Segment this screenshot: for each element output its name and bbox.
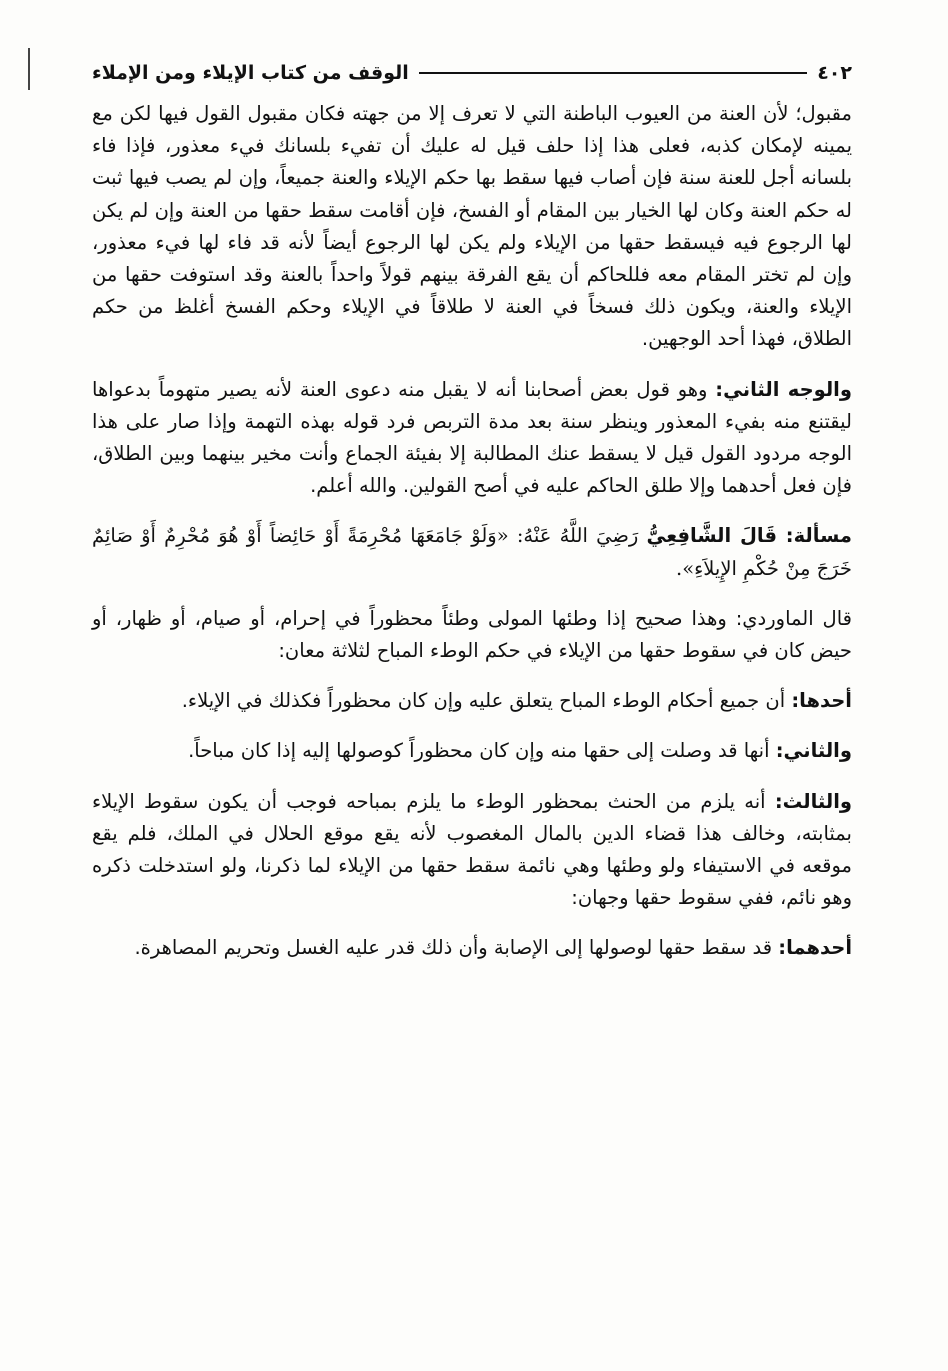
header-rule [419,72,807,74]
paragraph-text: أنها قد وصلت إلى حقها منه وإن كان محظوراً كوصولها إليه إذا كان مباحاً. [188,739,770,763]
page-number: ٤٠٢ [817,62,852,84]
paragraph-lead: أحدها: [791,689,852,713]
paragraph-first-view [92,932,852,964]
paragraph-mawardi [92,603,852,667]
paragraph-text: أنه يلزم من الحنث بمحظور الوطء ما يلزم بمباحه فوجب أن يكون سقوط الإيلاء بمثابته، وخالف هذا قضاء الدين بالمال المغصوب لأنه يقع موقع الحلال في الملك، فلم يقع موقعه في الاستيفاء ولو وطئها وهي نائمة سقط حقها من الإيلاء لما ذكرنا، ولو استدخلت ذكره وهو نائم، ففي سقوط حقها وجهان: [92,789,852,910]
paragraph-lead: والثاني: [775,739,852,763]
paragraph-text: مقبول؛ لأن العنة من العيوب الباطنة التي لا تعرف إلا من جهته فكان مقبول القول فيها لكن مع يمينه لإمكان كذبه، فعلى هذا إذا حلف قيل له عليك أن تفيء بلسانك فيء معذور، فإذا فاء بلسانه أجل للعنة سنة فإن أصاب فيها سقط بها حكم الإيلاء والعنة جميعاً، وإن لم يصب فيها ثبت له حكم العنة وكان لها الخيار بين المقام أو الفسخ، فإن أقامت سقط حقها من العنة وإن لم يكن لها الرجوع فيه فيسقط حقها من الإيلاء ولم يكن لها الرجوع أيضاً لأنه قد فاء لها فيء معذور، وإن لم تختر المقام معه فللحاكم أن يقع الفرقة بينهم قولاً واحداً بالعنة وقد استوفت حقها من الإيلاء والعنة، ويكون ذلك فسخاً في العنة لا طلاقاً في الإيلاء وحكم الفسخ أغلظ من حكم الطلاق، فهذا أحد الوجهين. [92,102,852,351]
paragraph-lead: مسألة: قَالَ الشَّافِعِيُّ [646,524,852,548]
page-header [92,58,852,88]
page-body [92,98,852,1338]
paragraph-1 [92,98,852,356]
paragraph-third-reason [92,786,852,915]
paragraph-second-view [92,374,852,503]
paragraph-lead: أحدهما: [778,936,852,960]
paragraph-text: قال الماوردي: وهذا صحيح إذا وطئها المولى وطئاً محظوراً في إحرام، أو صيام، أو ظهار، أو حيض كان في سقوط حقها من الإيلاء في حكم الوطء المباح لثلاثة معان: [92,606,852,663]
shafii-quote: رَضِيَ اللَّهُ عَنْهُ: «وَلَوْ جَامَعَهَا مُحْرِمَةً أَوْ حَائِضاً أَوْ هُوَ مُحْرِمٌ أَوْ صَائِمٌ خَرَجَ مِنْ حُكْمِ الإِيلاَءِ». [92,524,852,580]
paragraph-text: قد سقط حقها لوصولها إلى الإصابة وأن ذلك قدر عليه الغسل وتحريم المصاهرة. [134,936,773,960]
paragraph-text: أن جميع أحكام الوطء المباح يتعلق عليه وإن كان محظوراً فكذلك في الإيلاء. [181,689,786,713]
paragraph-text: وهو قول بعض أصحابنا أنه لا يقبل منه دعوى العنة لأنه يصير متهوماً بدعواها ليقتنع منه بفيء المعذور وينظر سنة بعد مدة التربص فرد قوله بهذه التهمة وإذا صار على هذا الوجه مردود القول قيل لا يسقط عنك المطالبة إلا بفيئة الجماع وأنت مخير بينهما وبين الطلاق، فإن فعل أحدهما وإلا طلق الحاكم عليه في أصح القولين. والله أعلم. [92,377,852,498]
paragraph-lead: والوجه الثاني: [715,377,852,401]
scan-gutter-mark [28,48,30,90]
running-title: الوقف من كتاب الإيلاء ومن الإملاء [92,62,409,84]
paragraph-masala [92,520,852,584]
paragraph-lead: والثالث: [774,789,852,813]
paragraph-second-reason [92,735,852,767]
paragraph-first-reason [92,685,852,717]
